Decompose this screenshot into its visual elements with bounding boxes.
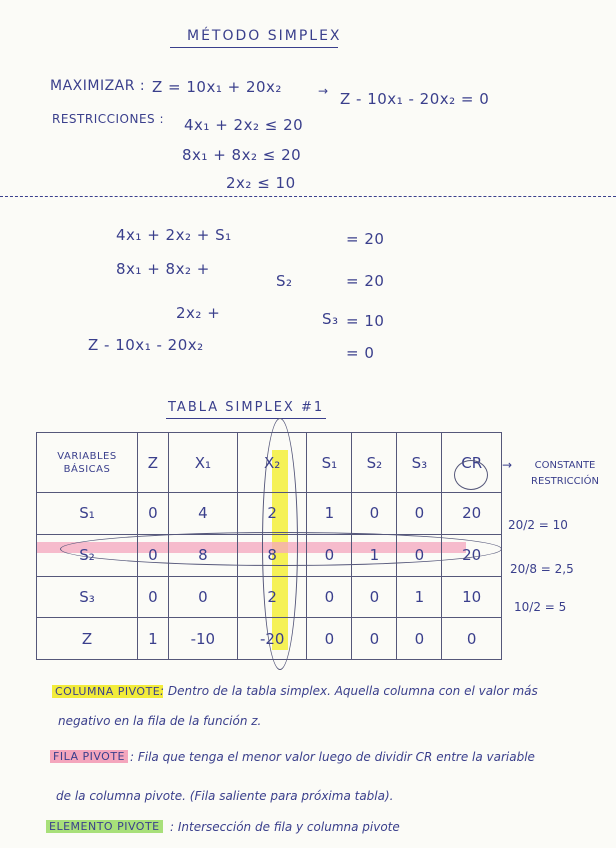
row-basic: S₃ — [37, 576, 138, 618]
table-title: TABLA SIMPLEX #1 — [168, 400, 325, 415]
table-cell: 20 — [442, 493, 502, 535]
standard-slack-2: S₂ — [276, 272, 293, 290]
table-cell: -20 — [238, 618, 307, 660]
standard-line-2: 8x₁ + 8x₂ + — [116, 260, 210, 278]
table-cell: 0 — [397, 493, 442, 535]
table-cell: 8 — [168, 534, 237, 576]
table-cell: 0 — [442, 618, 502, 660]
ratio-row-1: 20/2 = 10 — [508, 518, 568, 532]
table-cell: 2 — [238, 493, 307, 535]
header-col: Z — [138, 433, 169, 493]
pivot-element-label: ELEMENTO PIVOTE — [46, 820, 163, 833]
row-basic: Z — [37, 618, 138, 660]
header-col: S₃ — [397, 433, 442, 493]
table-cell: 10 — [442, 576, 502, 618]
ratio-row-2: 20/8 = 2,5 — [510, 562, 574, 576]
table-cell: 0 — [307, 618, 352, 660]
objective-label: MAXIMIZAR : — [50, 78, 146, 94]
restrictions-label: RESTRICCIONES : — [52, 112, 165, 126]
cr-note: CONSTANTE RESTRICCIÓN — [531, 460, 599, 487]
table-cell: 0 — [138, 493, 169, 535]
title-underline — [170, 47, 338, 48]
standard-line-3: 2x₂ + — [176, 304, 221, 322]
pivot-row-text-1: : Fila que tenga el menor valor luego de dividir CR entre la variable — [130, 750, 535, 764]
table-cell: 0 — [352, 493, 397, 535]
standard-rhs-1: = 20 — [346, 230, 385, 248]
table-cell: 2 — [238, 576, 307, 618]
table-cell: 1 — [307, 493, 352, 535]
table-cell: 8 — [238, 534, 307, 576]
pivot-column-label: COLUMNA PIVOTE — [52, 685, 163, 698]
objective-rearranged: Z - 10x₁ - 20x₂ = 0 — [340, 90, 490, 108]
table-cell: 1 — [352, 534, 397, 576]
table-title-underline — [166, 418, 326, 419]
objective-expression: Z = 10x₁ + 20x₂ — [152, 78, 282, 96]
table-cell: 0 — [168, 576, 237, 618]
pivot-row-label: FILA PIVOTE — [50, 750, 128, 763]
restriction-3: 2x₂ ≤ 10 — [226, 174, 296, 192]
header-col: X₁ — [168, 433, 237, 493]
restriction-2: 8x₁ + 8x₂ ≤ 20 — [182, 146, 302, 164]
header-col: CR — [442, 433, 502, 493]
table-cell: -10 — [168, 618, 237, 660]
header-col: S₁ — [307, 433, 352, 493]
table-cell: 0 — [307, 576, 352, 618]
standard-rhs-3: = 10 — [346, 312, 385, 330]
row-basic: S₂ — [37, 534, 138, 576]
pivot-column-text-1: : Dentro de la tabla simplex. Aquella columna con el valor más — [160, 684, 538, 698]
pivot-element-text-1: : Intersección de fila y columna pivote — [170, 820, 400, 834]
table-cell: 0 — [352, 576, 397, 618]
cr-header-oval — [454, 460, 488, 490]
table-cell: 0 — [138, 576, 169, 618]
dashed-separator — [0, 196, 616, 197]
table-cell: 0 — [397, 618, 442, 660]
table-cell: 0 — [397, 534, 442, 576]
header-basic-variables: VARIABLES BÁSICAS — [37, 433, 138, 493]
cr-note-arrow-icon: → — [502, 458, 513, 472]
table-cell: 0 — [352, 618, 397, 660]
standard-slack-3: S₃ — [322, 310, 339, 328]
standard-rhs-4: = 0 — [346, 344, 375, 362]
table-cell: 1 — [397, 576, 442, 618]
table-cell: 0 — [138, 534, 169, 576]
pivot-row-oval — [60, 532, 502, 566]
table-cell: 4 — [168, 493, 237, 535]
table-cell: 1 — [138, 618, 169, 660]
page-title: MÉTODO SIMPLEX — [187, 28, 342, 44]
objective-arrow: → — [318, 84, 329, 98]
table-cell: 0 — [307, 534, 352, 576]
table-cell: 20 — [442, 534, 502, 576]
header-col: S₂ — [352, 433, 397, 493]
ratio-row-3: 10/2 = 5 — [514, 600, 567, 614]
header-col: X₂ — [238, 433, 307, 493]
pivot-column-text-2: negativo en la fila de la función z. — [58, 714, 262, 728]
pivot-row-text-2: de la columna pivote. (Fila saliente para próxima tabla). — [56, 789, 394, 803]
standard-rhs-2: = 20 — [346, 272, 385, 290]
row-basic: S₁ — [37, 493, 138, 535]
restriction-1: 4x₁ + 2x₂ ≤ 20 — [184, 116, 304, 134]
standard-line-4: Z - 10x₁ - 20x₂ — [88, 336, 204, 354]
standard-line-1: 4x₁ + 2x₂ + S₁ — [116, 226, 232, 244]
